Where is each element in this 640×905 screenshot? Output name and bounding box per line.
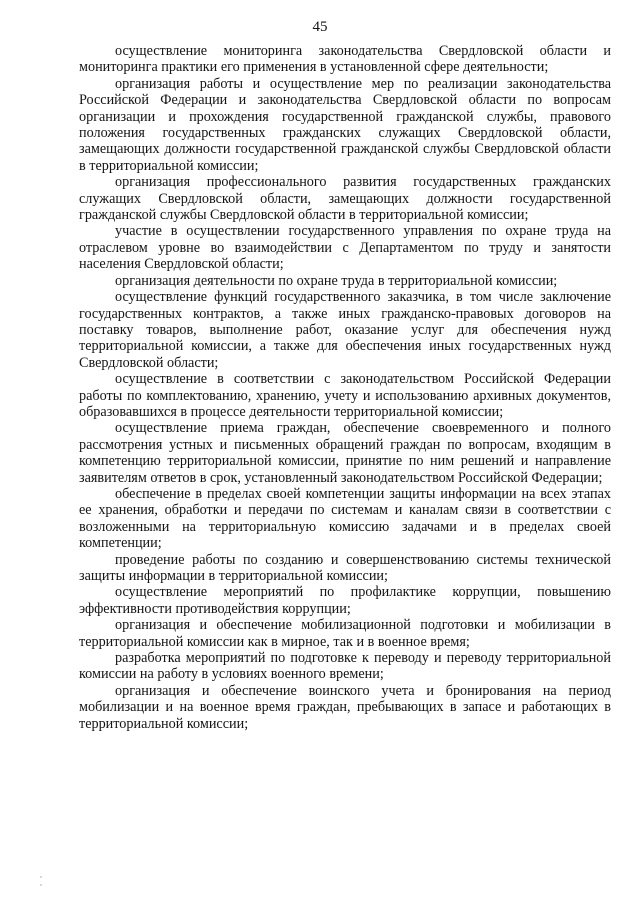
paragraph: осуществление мероприятий по профилактике коррупции, повышению эффективности противодействия коррупции; [79, 584, 611, 617]
paragraph: обеспечение в пределах своей компетенции защиты информации на всех этапах ее хранения, обработки и передачи по системам и каналам связи в соответствии с возложенными на территориальную комиссию задачами и в пределах своей компетенции; [79, 485, 611, 552]
paragraph: проведение работы по созданию и совершенствованию системы технической защиты информации в территориальной комиссии; [79, 551, 611, 584]
paragraph: организация и обеспечение мобилизационной подготовки и мобилизации в территориальной комиссии как в мирное, так и в военное время; [79, 617, 611, 650]
paragraph: осуществление в соответствии с законодательством Российской Федерации работы по комплектованию, хранению, учету и использованию архивных документов, образовавшихся в процессе деятельности территориальной комиссии; [79, 371, 611, 420]
paragraph: организация и обеспечение воинского учета и бронирования на период мобилизации и на военное время граждан, пребывающих в запасе и работающих в территориальной комиссии; [79, 682, 611, 732]
paragraph: организация профессионального развития государственных гражданских служащих Свердловской области, замещающих должности государственной гражданской службы Свердловской области в территориальной комиссии; [79, 174, 611, 224]
paragraph: осуществление приема граждан, обеспечение своевременного и полного рассмотрения устных и письменных обращений граждан по вопросам, входящим в компетенцию территориальной комиссии, принятие по ним решений и направление заявителям ответов в срок, установленный законодательством Российской Федерации; [79, 420, 611, 486]
paragraph: осуществление функций государственного заказчика, в том числе заключение государственных контрактов, а также иных гражданско-правовых договоров на поставку товаров, выполнение работ, оказание услуг для обеспечения нужд территориальной комиссии, а также для обеспечения иных государственных нужд Свердловской области; [79, 289, 611, 371]
paragraph: осуществление мониторинга законодательства Свердловской области и мониторинга практики его применения в установленной сфере деятельности; [79, 43, 611, 76]
page-number: 45 [312, 19, 328, 35]
paragraph: организация работы и осуществление мер по реализации законодательства Российской Федерации и законодательства Свердловской области по вопросам организации и прохождения государственной гражданской службы, правового положения государственных гражданских служащих Свердловской области, замещающих должности государственной гражданской службы Свердловской области в территориальной комиссии; [79, 75, 611, 174]
scan-speck [40, 884, 42, 886]
paragraph: разработка мероприятий по подготовке к переводу и переводу территориальной комиссии на работу в условиях военного времени; [79, 650, 611, 683]
document-body [79, 43, 611, 732]
paragraph: организация деятельности по охране труда в территориальной комиссии; [115, 272, 558, 289]
paragraph: участие в осуществлении государственного управления по охране труда на отраслевом уровне во взаимодействии с Департаментом по труду и занятости населения Свердловской области; [79, 223, 611, 273]
scan-speck [40, 876, 42, 878]
